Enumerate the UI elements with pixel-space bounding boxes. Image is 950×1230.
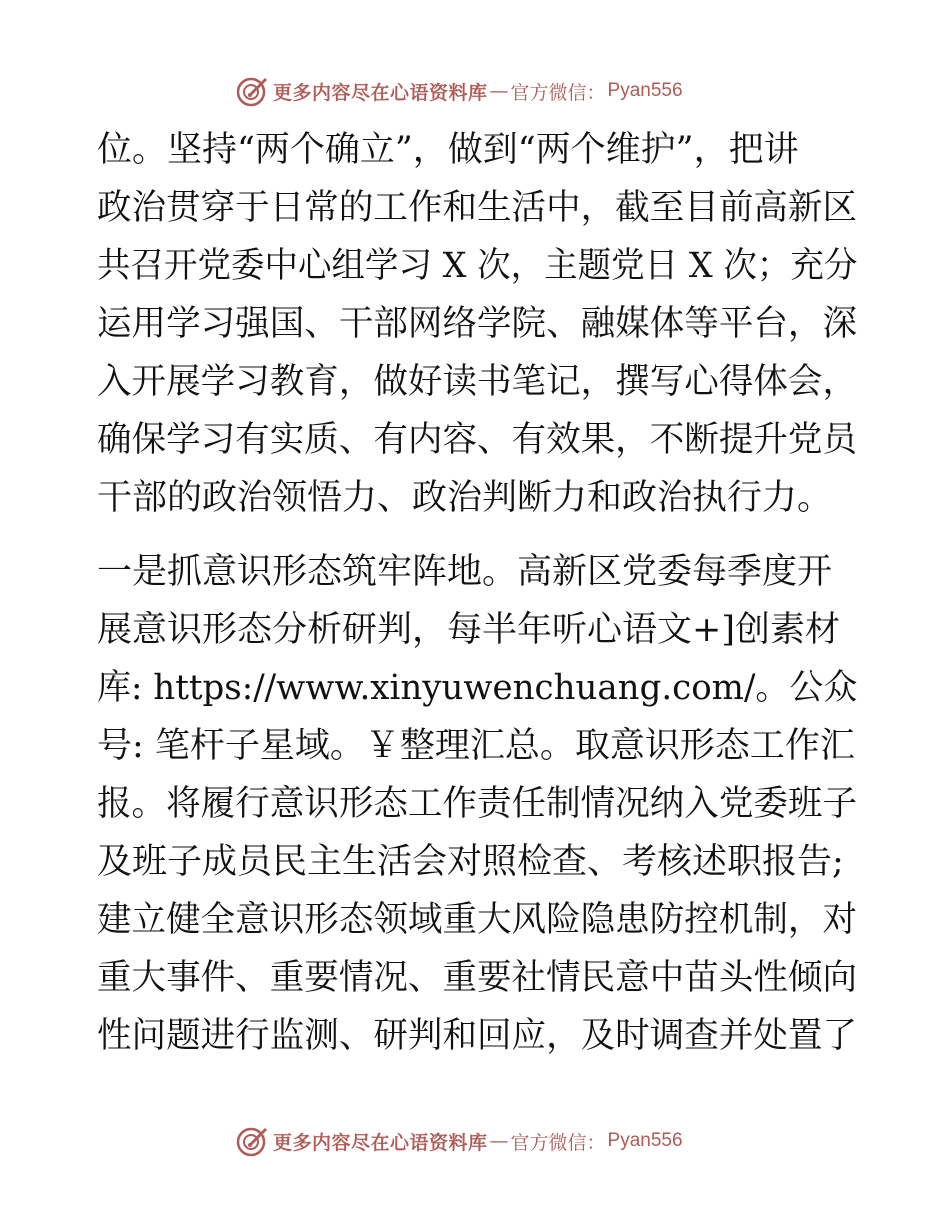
header-banner-dash: —	[489, 80, 509, 102]
header-banner[interactable]	[235, 74, 755, 108]
text-line: 建立健全意识形态领域重大风险隐患防控机制，对	[97, 900, 858, 940]
text-line: 库: https://www.xinyuwenchuang.com/。公众	[97, 668, 858, 708]
text-line: 展意识形态分析研判，每半年听心语文+]创素材	[97, 610, 840, 650]
footer-banner[interactable]	[235, 1124, 755, 1158]
text-line: 性问题进行监测、研判和回应，及时调查并处置了	[97, 1016, 858, 1056]
text-line: 政治贯穿于日常的工作和生活中，截至目前高新区	[97, 188, 858, 228]
footer-banner-text: 更多内容尽在心语资料库	[273, 1131, 488, 1154]
brush-logo-icon	[235, 74, 269, 108]
text-line: 位。坚持“两个确立”，做到“两个维护”，把讲	[97, 130, 799, 170]
text-line: 一是抓意识形态筑牢阵地。高新区党委每季度开	[97, 552, 833, 592]
text-line: 重大事件、重要情况、重要社情民意中苗头性倾向	[97, 958, 858, 998]
text-line: 及班子成员民主生活会对照检查、考核述职报告;	[97, 842, 844, 882]
text-line: 运用学习强国、干部网络学院、融媒体等平台，深	[97, 304, 858, 344]
text-line: 号: 笔杆子星域。￥整理汇总。取意识形态工作汇	[97, 726, 855, 766]
text-line: 报。将履行意识形态工作责任制情况纳入党委班子	[97, 784, 858, 824]
text-line: 确保学习有实质、有内容、有效果，不断提升党员	[97, 420, 858, 460]
footer-banner-dash: —	[489, 1130, 509, 1152]
text-line: 共召开党委中心组学习 X 次，主题党日 X 次；充分	[97, 246, 858, 286]
text-line: 入开展学习教育，做好读书笔记，撰写心得体会，	[97, 362, 858, 402]
footer-wechat-label: 官方微信：	[510, 1131, 606, 1154]
header-wechat-label: 官方微信：	[510, 81, 606, 104]
footer-wechat-id: Pyan556	[607, 1130, 683, 1151]
header-wechat-id: Pyan556	[607, 80, 683, 101]
text-line: 干部的政治领悟力、政治判断力和政治执行力。	[97, 478, 833, 518]
header-banner-text: 更多内容尽在心语资料库	[273, 81, 488, 104]
brush-logo-icon	[235, 1124, 269, 1158]
